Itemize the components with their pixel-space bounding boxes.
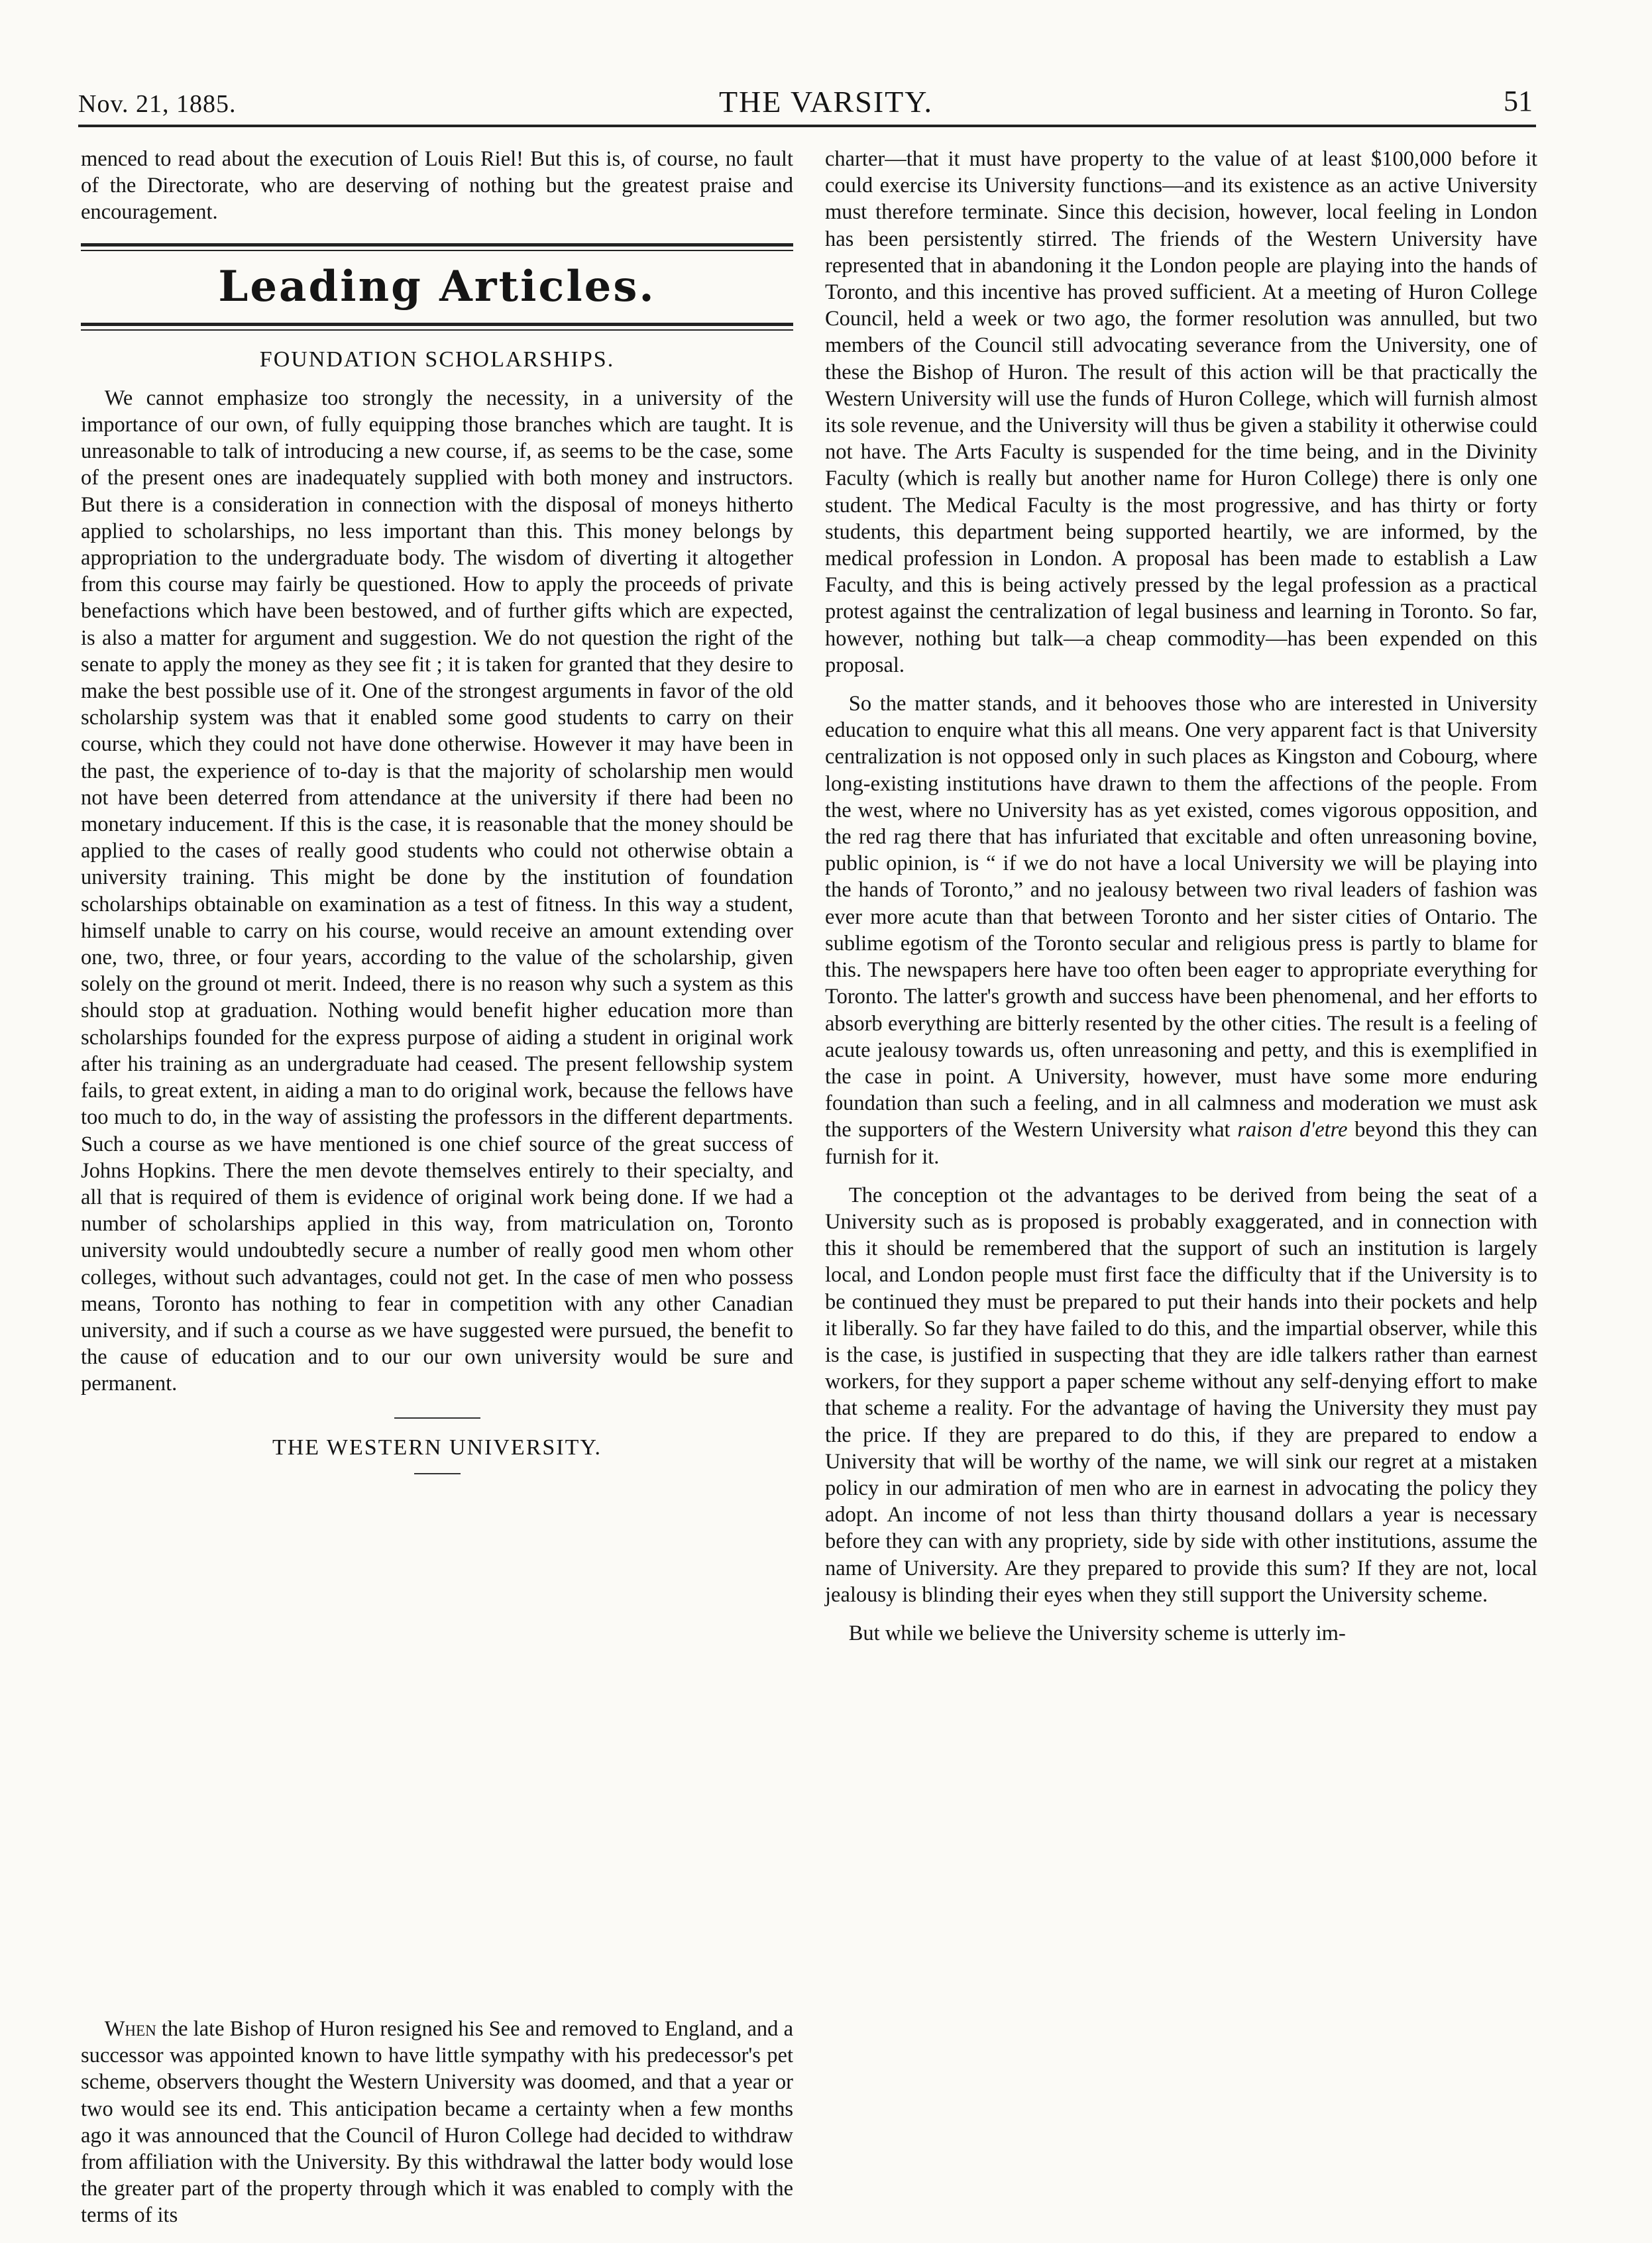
page-number: 51 xyxy=(1504,85,1533,117)
left-column xyxy=(81,146,793,1481)
foundation-paragraph: We cannot emphasize too strongly the necessity, in a university of the importance of our own, of fully equipping those branches which are taught. It is unreasonable to talk of introducing a new course, if, as seems to be the case, some of the present ones are inadequately supplied with both money and instructors. But there is a consideration in connection with the disposal of moneys hitherto applied to scholarships, no less important than this. This money belongs by appropriation to the undergraduate body. The wisdom of diverting it altogether from this course may fairly be questioned. How to apply the proceeds of private benefactions which have been bestowed, and of further gifts which are expected, is also a matter for argument and suggestion. We do not question the right of the senate to apply the money as they see fit ; it is taken for granted that they desire to make the best possible use of it. One of the strongest arguments in favor of the old scholarship system was that it enabled some good students to carry on their course, which they could not have done otherwise. However it may have been in the past, the experience of to-day is that the majority of scholarship men would not have been deterred from attendance at the university if there had been no monetary inducement. If this is the case, it is reasonable that the money should be applied to the cases of really good students who could not otherwise obtain a university training. This might be done by the institution of foundation scholarships obtainable on examination as a test of fitness. In this way a student, himself unable to carry on his course, would receive an amount extending over one, two, three, or four years, according to the value of the scholarship, given solely on the ground ot merit. Indeed, there is no reason why such a system as this should stop at graduation. Nothing would benefit higher education more than scholarships founded for the express purpose of aiding a student in original work after his training as an undergraduate had ceased. The present fellowship system fails, to great extent, in aiding a man to do original work, because the fellows have too much to do, in the way of assisting the professors in the different departments. Such a course as we have mentioned is one chief source of the great success of Johns Hopkins. There the men devote themselves entirely to their specialty, and all that is required of them is evidence of original work being done. If we had a number of scholarships applied in this way, from matriculation on, Toronto university would undoubtedly secure a number of really good men whom other colleges, without such advantages, could not get. In the case of men who possess means, Toronto has nothing to fear in competition with any other Canadian university, and if such a course as we have suggested were pursued, the benefit to the cause of education and to our our own university would be sure and permanent. xyxy=(81,386,793,1396)
right-column xyxy=(825,146,1537,1647)
page-header xyxy=(0,76,1652,129)
article-divider xyxy=(394,1417,480,1419)
western-paragraph-part1 xyxy=(81,2016,793,2229)
issue-date: Nov. 21, 1885. xyxy=(78,90,237,118)
western-paragraph-1-continued: charter—that it must have property to the value of at least $100,000 before it could exercise its University functions—and its existence as an active University must therefore terminate. Since this decision, however, local feeling in London has been persistently stirred. The friends of the Western University have represented that in abandoning it the London people are playing into the hands of Toronto, and this incentive has proved sufficient. At a meeting of Huron College Council, held a week or two ago, the former resolution was annulled, but two members of the Council still advocating severance from the University, one of these the Bishop of Huron. The result of this action will be that practically the Western University will use the funds of Huron College, which will furnish almost its sole revenue, and the University will thus be given a stability it otherwise could not have. The Arts Faculty is suspended for the time being, and in the Divinity Faculty (which is really but another name for Huron College) there is only one student. The Medical Faculty is the most progressive, and has thirty or forty students, this department being supported heartily, we are informed, by the medical profession in London. A proposal has been made to establish a Law Faculty, and this is being actively pressed by the legal profession as a practical protest against the centralization of legal business and learning in Toronto. So far, however, nothing but talk—a cheap commodity—has been expended on this proposal. xyxy=(825,147,1537,677)
drop-lead-word: When xyxy=(104,2017,156,2041)
section-rule-top xyxy=(81,243,793,251)
header-rule xyxy=(78,125,1536,127)
article-title-foundation: FOUNDATION SCHOLARSHIPS. xyxy=(259,347,615,372)
western-paragraph-2-text: So the matter stands, and it behooves those who are interested in University education to enquire what this all means. One very apparent fact is that University centralization is not opposed only in such places as Kingston and Cobourg, where long-existing institutions have drawn to them the affections of the people. From the west, where no University has as yet existed, comes vigorous opposition, and the red rag there that has infuriated that excitable and often unreasoning bovine, public opinion, is “ if we do not have a local University we will be playing into the hands of Toronto,” and no jealousy between two rival leaders of fashion was ever more acute than that between Toronto and her sister cities of Ontario. The sublime egotism of the Toronto secular and religious press is partly to blame for this. The newspapers here have too often been eager to appropriate everything for Toronto. The latter's growth and success have been phenomenal, and her efforts to absorb everything are bitterly resented by the other cities. The result is a feeling of acute jealousy towards us, often unreasoning and petty, and this is exemplified in the case in point. A University, however, must have some more enduring foundation than such a feeling, and in all calmness and moderation we must ask the supporters of the Western University what xyxy=(825,692,1537,1142)
western-paragraph-3: The conception ot the advantages to be derived from being the seat of a University such as is proposed is probably exaggerated, and in connection with this it should be remembered that the support of such an institution is largely local, and London people must first face the difficulty that if the University is to be continued they must be prepared to put their hands into their pockets and help it liberally. So far they have failed to do this, and the impartial observer, while this is the case, is justified in suspecting that they are idle talkers rather than earnest workers, for they support a paper scheme without any self-denying effort to make that scheme a reality. For the advantage of having the University they must pay the price. If they are prepared to do this, if they are prepared to endow a University that will be worthy of the name, we will sink our regret at a mistaken policy in our admiration of men who are in earnest in advocating the policy they adopt. An income of not less than thirty thousand dollars a year is necessary before they can with any propriety, side by side with other institutions, assume the name of University. Are they prepared to provide this sum? If they are not, local jealousy is blinding their eyes when they still support the University scheme. xyxy=(825,1183,1537,1607)
section-heading-block xyxy=(81,243,793,331)
section-rule-bottom xyxy=(81,323,793,331)
publication-title: THE VARSITY. xyxy=(718,85,934,119)
section-heading: Leading Articles. xyxy=(218,261,656,311)
title-underrule xyxy=(414,1473,461,1474)
western-paragraph-2 xyxy=(825,690,1537,1170)
italic-phrase: raison d'etre xyxy=(1237,1118,1348,1142)
western-paragraph-4-start: But while we believe the University scheme is utterly im- xyxy=(848,1621,1346,1645)
western-paragraph-1-start: the late Bishop of Huron resigned his See and removed to England, and a successor was appointed known to have little sympathy with his predecessor's pet scheme, observers thought the Western University was doomed, and that a year or two would see its end. This anticipation became a certainty when a few months ago it was announced that the Council of Huron College had decided to withdraw from affiliation with the University. By this withdrawal the latter body would lose the greater part of the property through which it was enabled to comply with the terms of its xyxy=(81,2017,793,2228)
western-paragraph-2-end: beyond this they can furnish for it. xyxy=(825,1118,1538,1169)
article-title-western: THE WESTERN UNIVERSITY. xyxy=(272,1435,602,1460)
intro-paragraph: menced to read about the execution of Louis Riel! But this is, of course, no fault of the Directorate, who are deserving of nothing but the greatest praise and encouragement. xyxy=(81,147,793,225)
